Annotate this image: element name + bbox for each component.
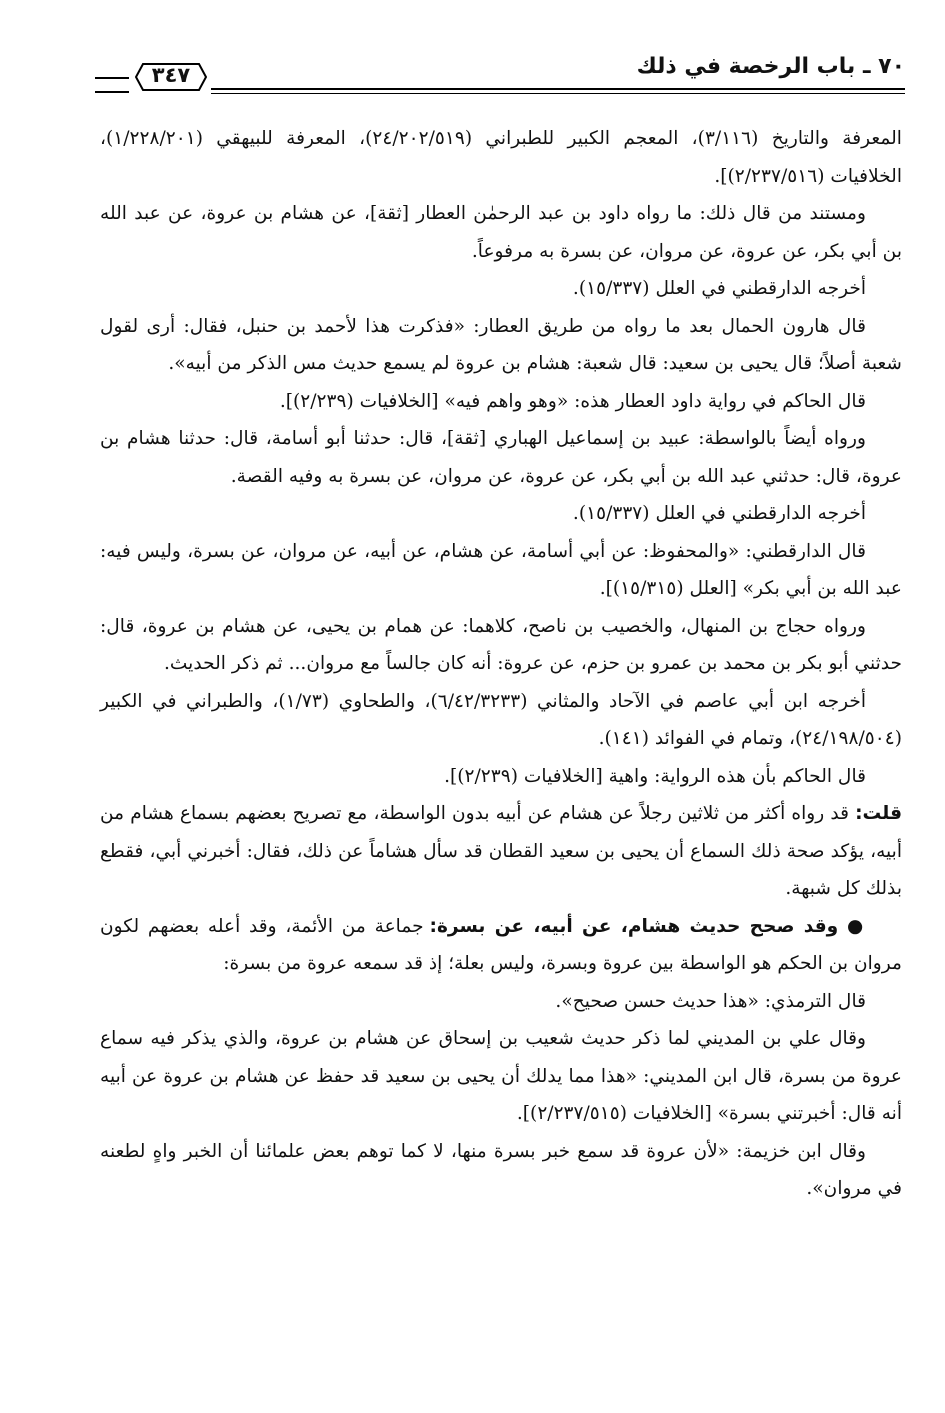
paragraph: أخرجه الدارقطني في العلل (١٥/٣٣٧). (572, 278, 866, 299)
paragraph: قال الترمذي: «هذا حديث حسن صحيح». (555, 990, 866, 1012)
bullet-text: جماعة من الأئمة، وقد أعله بعضهم لكون مروان بن الحكم هو الواسطة بين عروة وبسرة، وليس بعلة؛ إذ قد سمعه عروة من بسرة: (100, 915, 902, 974)
qult-lead: قلت: (855, 803, 902, 824)
paragraph: قال هارون الحمال بعد ما رواه من طريق العطار: «فذكرت هذا لأحمد بن حنبل، فقال: أرى لقول شعبة أصلاً؛ قال يحيى بن سعيد: قال شعبة: هشام بن عروة لم يسمع حديث مس الذكر من أبيه». (100, 315, 902, 374)
paragraph: وقال ابن خزيمة: «لأن عروة قد سمع خبر بسرة منها، لا كما توهم بعض علمائنا أن الخبر واهٍ لطعنه في مروان». (100, 1140, 902, 1199)
paragraph: ورواه حجاج بن المنهال، والخصيب بن ناصح، كلاهما: عن همام بن يحيى، عن هشام بن عروة، قال: حدثني أبو بكر بن محمد بن عمرو بن حزم، عن عروة: أنه كان جالساً مع مروان... ثم ذكر الحديث. (100, 615, 902, 674)
bullet-lead: وقد صحح حديث هشام، عن أبيه، عن بسرة: (429, 915, 839, 937)
header-rule-thin (211, 93, 905, 94)
paragraph: ومستند من قال ذلك: ما رواه داود بن عبد الرحمٰن العطار [ثقة]، عن هشام بن عروة، عن عبد الله بن أبي بكر، عن عروة، عن مروان، عن بسرة به مرفوعاً. (100, 203, 902, 262)
page-number-frame (135, 62, 207, 90)
paragraph: قال الحاكم في رواية داود العطار هذه: «وهو واهم فيه» [الخلافيات (٢/٢٣٩)]. (279, 390, 866, 412)
bullet-icon: ● (846, 915, 866, 937)
page-header (95, 52, 905, 108)
paragraph: وقال علي بن المديني لما ذكر حديث شعيب بن إسحاق عن هشام بن عروة، والذي يذكر فيه سماع عروة من بسرة، قال ابن المديني: «هذا مما يدلك أن يحيى بن سعيد قد حفظ عن هشام بن عروة عن أبيه أنه قال: أخبرتني بسرة» [الخلافيات (٢/٢٣٧/٥١٥)]. (100, 1028, 902, 1124)
paragraph: قال الدارقطني: «والمحفوظ: عن أبي أسامة، عن هشام، عن أبيه، عن مروان، عن بسرة، وليس فيه: عبد الله بن أبي بكر» [العلل (١٥/٣١٥)]. (100, 540, 902, 599)
header-rule (211, 88, 905, 90)
paragraph: أخرجه ابن أبي عاصم في الآحاد والمثاني (٦/٤٢/٣٢٣٣)، والطحاوي (١/٧٣)، والطبراني في الكبير (٢٤/١٩٨/٥٠٤)، وتمام في الفوائد (١٤١). (100, 690, 902, 749)
qult-paragraph (100, 795, 902, 908)
paragraph: أخرجه الدارقطني في العلل (١٥/٣٣٧). (572, 503, 866, 524)
paragraph: المعرفة والتاريخ (٣/١١٦)، المعجم الكبير للطبراني (٢٤/٢٠٢/٥١٩)، المعرفة للبيهقي (١/٢٢٨/٢٠١)، الخلافيات (٢/٢٣٧/٥١٦)]. (100, 128, 902, 187)
qult-text: قد رواه أكثر من ثلاثين رجلاً عن هشام عن أبيه بدون الواسطة، مع تصريح بعضهم بسماع هشام من أبيه، يؤكد صحة ذلك السماع أن يحيى بن سعيد القطان قد سأل هشاماً عن ذلك، فقال: أخبرني أبي، فقطع بذلك كل شبهة. (100, 803, 902, 899)
bullet-paragraph (100, 908, 902, 983)
paragraph: ورواه أيضاً بالواسطة: عبيد بن إسماعيل الهباري [ثقة]، قال: حدثنا أبو أسامة، قال: حدثنا هشام بن عروة، قال: حدثني عبد الله بن أبي بكر، عن عروة، عن مروان، عن بسرة به وفيه القصة. (100, 428, 902, 487)
header-decorative-rules (95, 77, 129, 93)
page-number: ٣٤٧ (151, 63, 191, 87)
body-text (100, 120, 902, 1208)
chapter-title: ٧٠ ـ باب الرخصة في ذلك (636, 54, 905, 79)
paragraph: قال الحاكم بأن هذه الرواية: واهية [الخلافيات (٢/٢٣٩)]. (444, 765, 866, 787)
